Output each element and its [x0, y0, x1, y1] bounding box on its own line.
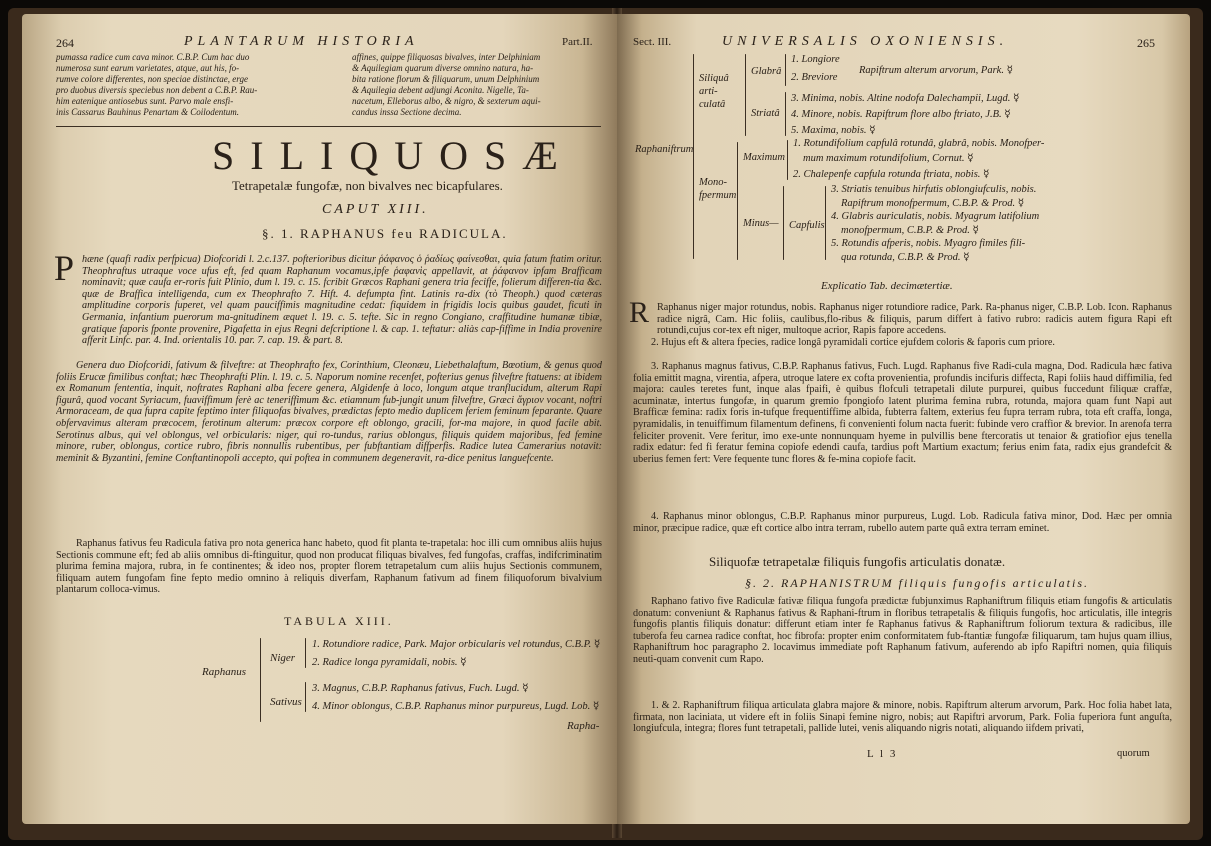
text-line: candus inssa Sectione decima.	[352, 107, 462, 117]
genera-paragraph: Genera duo Diofcoridi, fativum & filveftre: at Theophrafto fex, Corinthium, Cleonæu, Liebethalaftum, Bœotium, & genus quod foliis Erucæ fimilibus conftat; hæc Theophrafti Plin. l. 19. c. 5. Naporum nomine recenfet, pofterius genus filveftre ftatuens: at ibidem ex Romanum fententia, inquit, noftrates Raphani alba fecere genera, Algidenfe à loco, longum atque tranflucidum, alterum Rapi figurâ, quod vocant Syriacum, fuaviffimum ferè ac teneriffimum &c. etiamnum fub-jungit unum filveftre, Græci ἄγριον vocant, noftri Armoraceam, de qua fupra capite feptimo inter filiquofas bivalves, prædictas fepto medio duplicem feriem feminum feparante. Quare obfervavimus alteram præcocem, ferotinum alterum: præcox corpore eft oblongo, gracili, for-ma majore, in quod facile abit. Serotinus albus, qui vel oblongus, vel orbicularis: niger, qui ro-tundus, rarius oblongus, filiquis quidem majoribus, fed femine minore, ruber, oblongus, cortice rubro, fibris nonnullis rubentibus, per fubftantiam diffperfis. Radice lutea Camerarius notavit: meminit & Byzantini, femine Conftantinopoli accepto, qui poftea in communem degeneravit, ra-dice penitus languefcente.	[56, 360, 602, 464]
catchword: Rapha-	[567, 720, 600, 732]
divider	[56, 126, 601, 127]
page-number: 265	[1137, 36, 1155, 50]
intro-paragraph: hæne (quafi radix perfpicua) Diofcoridi l. 2.c.137. pofterioribus dicitur ῥάφανος ὁ ῥαδίως φαίνεσθαι, quia fatum ftatim oritur. Theophraftus utraque voce ufus eft, fed quam Raphanum vocamus,ipfe ῥαφανὶς appellavit, at ῥάφανον ipfam Braffìcam nominavit; quæ caufa er-roris fuit Plinio, dum l. 19. c. 15. fcribit Græcos Raphani genera tria feciffe, folierum differen-tia &c. quæ de Braffica intelligenda, cum ex Theophrafto 7. Hift. 4. defumpta fint. Latinis ra-dix (τὸ Theoph.) quod cæteras amplitudine corporis fuperet, vel quam pauciffimis magnitudine cedat: fiquidem in frigidis locis quibus gaudet, ficuti in Germania, infantium puerorum ma-gnitudinem æquet l. 19. c. 5. tefte. Sic in regno Congiano, craffitudine humanæ tibiæ, gratique faporis fponte provenire, Pigafetta in ejus Regni defcriptione l. & cap. 1. teftatur: aliàs cap-fiffime in India provenire afferit Linfc. par. 4. Ind. orientalis 10. par. 7. cap. 19. & part. 8.	[82, 254, 602, 347]
brace	[783, 186, 784, 260]
signature-mark: L l 3	[867, 748, 898, 760]
paragraph-2: 2. Hujus eft & altera fpecies, radice longâ pyramidali cortice ejufdem coloris & faporis cum priore.	[651, 337, 1055, 348]
tree-rapistrum: Rapiftrum alterum arvorum, Park. ☿	[859, 65, 1014, 76]
drop-cap: P	[54, 248, 75, 288]
tree-maxima: 5. Maxima, nobis. ☿	[791, 125, 876, 136]
tree-m1: 1. Rotundifolium capfulâ rotundâ, glabrâ, nobis. Monofper-	[793, 138, 1045, 149]
table-row: 1. Rotundiore radice, Park. Major orbicularis vel rotundus, C.B.P. ☿	[312, 639, 601, 650]
text-line: pro duobus diversis speciebus non debent a C.B.P. Rau-	[56, 85, 258, 95]
text-line: affines, quippe filiquosas bivalves, inter Delphiniam	[352, 52, 541, 62]
tree-m1: mum maximum rotundifolium, Cornut. ☿	[803, 153, 974, 164]
text-line: pumassa radice cum cava minor. C.B.P. Cum hac duo	[56, 52, 250, 62]
section-2-heading: §. 2. RAPHANISTRUM filiquis fungofis articulatis.	[745, 576, 1089, 590]
tree-breviore: 2. Breviore	[791, 72, 838, 83]
brace	[785, 92, 786, 136]
left-page	[22, 14, 617, 824]
tree-root: Raphaniftrum	[635, 144, 694, 155]
table-row: 3. Magnus, C.B.P. Raphanus fativus, Fuch. Lugd. ☿	[312, 683, 529, 694]
text-line: nacetum, Elleborus albo, & nigro, & sexterum aqui-	[352, 96, 541, 106]
paragraph-4: 4. Raphanus minor oblongus, C.B.P. Raphanus minor purpureus, Lugd. Lob. Radicula fativa minor, Dod. Hæc per omnia minor, præcipue radice, quæ eft cortice albo intra terram, rubello autem parte quâ extra terram eminet.	[633, 511, 1172, 534]
paragraph-6: 1. & 2. Raphaniftrum filiqua articulata glabra majore & minore, nobis. Rapiftrum alterum arvorum, Park. Hoc folia habet lata, firmata, non laciniata, ut videre eft in foliis Sinapi femine nigro, nobis; aut Rapiftri arvorum, Park. Folia fuperiora funt anguſta, longiufcula, integra; flores funt tetrapetali, pallide lutei, venis aliquando nigris notati, aliquando iifdem privati,	[633, 700, 1172, 735]
tree-minus: Minus—	[743, 218, 779, 229]
drop-cap: R	[629, 296, 650, 329]
tree-c5: qua rotunda, C.B.P. & Prod. ☿	[841, 252, 970, 263]
brace	[785, 54, 786, 86]
text-line: inis Cassarus Bauhinus Penartam & Coilodentum.	[56, 107, 240, 117]
heading-siliquosae: Siliquofæ tetrapetalæ filiquis fungofis articulatis donatæ.	[709, 554, 1006, 569]
tree-striata: Striatâ	[751, 108, 780, 119]
top-column-1	[56, 52, 296, 118]
part-label: Part.II.	[562, 36, 593, 48]
tabula-heading: TABULA XIII.	[284, 614, 394, 628]
running-head: UNIVERSALIS OXONIENSIS.	[722, 34, 1009, 49]
tree-m2: 2. Chalepenfe capfula rotunda ftriata, nobis. ☿	[793, 169, 990, 180]
table-row: 2. Radice longa pyramidali, nobis. ☿	[312, 657, 467, 668]
brace	[737, 142, 738, 260]
brace	[745, 54, 746, 136]
table-row: 4. Minor oblongus, C.B.P. Raphanus minor purpureus, Lugd. Lob. ☿	[312, 701, 600, 712]
running-head: PLANTARUM HISTORIA	[184, 34, 419, 49]
table-sativus: Sativus	[270, 696, 302, 708]
chapter-heading: CAPUT XIII.	[322, 202, 429, 217]
page-number: 264	[56, 36, 74, 50]
brace	[825, 186, 826, 260]
tree-longiore: 1. Longiore	[791, 54, 840, 65]
tree-capsulis: Capfulis	[789, 220, 825, 231]
tree-minore: 4. Minore, nobis. Rapiftrum flore albo ftriato, J.B. ☿	[791, 109, 1011, 120]
tree-minima: 3. Minima, nobis. Altine nodofa Dalechampii, Lugd. ☿	[791, 93, 1020, 104]
tree-c4: 4. Glabris auriculatis, nobis. Myagrum latifolium	[831, 211, 1040, 222]
right-page	[617, 14, 1190, 824]
tree-glabra: Glabrâ	[751, 66, 782, 77]
brace	[693, 54, 694, 259]
paragraph-5: Raphano fativo five Radiculæ fativæ filiqua fungofa prædictæ fubjunximus Raphaniftrum filiquis etiam fungofis & articulatis donatum: conveniunt & Raphanus fativus & Raphani-ftrum in floribus tetrapetalis & filiquis fungofis, hoc articulatis, ille integris fungofis plantis filiquis donatur: differunt etiam inter fe Raphanus fativus & Raphaniftrum foliorum textura & radicibus, ille tuberofa feu carnea radice conftat, hoc fibrofa: propter enim conformitatem fub-ftantiæ fungofæ filiquarum, tam hujus quam illius, Raphaniftrum hoc paragrapho 2. locavimus immediate poft Raphanum fativum, auferendo ab ipfo Rapiftri nomen, quia filiquis neuti-quam convenit cum Rapo.	[633, 596, 1172, 665]
brace	[305, 638, 306, 668]
tree-maximum: Maximum	[743, 152, 785, 163]
tree-monospermum: Mono-fpermum	[699, 177, 737, 201]
table-genus: Raphanus	[202, 666, 246, 678]
tree-c3: 3. Striatis tenuibus hirfutis oblongiufculis, nobis.	[831, 184, 1037, 195]
brace	[305, 682, 306, 712]
text-line: rumve colore differentes, non speciae distinctae, erge	[56, 74, 248, 84]
big-title: SILIQUOSÆ	[212, 133, 574, 178]
table-niger: Niger	[270, 652, 296, 664]
text-line: him eatenique antiosebus sunt. Parvo male ensfi-	[56, 96, 234, 106]
paragraph-1: Raphanus niger major rotundus, nobis. Raphanus niger rotundiore radice, Park. Ra-phanus niger, C.B.P. Lob. Icon. Raphanus radice nigrâ, Cam. Hic foliis, caulibus,flo-ribus & filiquis, parum differt à fativo rubro: radicis autem figura Rapi eft rotundi,cujus cor-tex eft niger, multoque acrior, Rapis fapore accedens.	[657, 302, 1172, 336]
top-column-2	[352, 52, 602, 118]
tree-c3: Rapiftrum monofpermum, C.B.P. & Prod. ☿	[841, 198, 1025, 209]
tree-c4: monofpermum, C.B.P. & Prod. ☿	[841, 225, 979, 236]
text-line: & Aquilegia debent adjungi Aconita. Nigelle, Ta-	[352, 85, 529, 95]
brace	[260, 638, 261, 722]
catchword: quorum	[1117, 748, 1150, 759]
sativus-paragraph: Raphanus fativus feu Radicula fativa pro nota generica hanc habeto, quod fit planta te-trapetala: hoc illi cum omnibus aliis hujus Sectionis commune eft; fed ab aliis omnibus di-ftinguitur, quod non producat filiquas bivalves, fed fungofas, craffas, indifcriminatim plurima femina majora, rubra, in fe continentes; & ideo nos, propter florem tetrapetalum cum aliis hujus Sectionis communem, filiquam autem fungofam fine fepto medio omnino à reliquis diverfam, Raphanum fativum ad finem filiquoforum bivalvium plantarum colloca-vimus.	[56, 538, 602, 596]
tree-siliqua: Siliquâ arti-culatâ	[699, 73, 729, 110]
explicatio-heading: Explicatio Tab. decimætertiæ.	[821, 280, 953, 292]
text-line: bita ratione florum & filiquarum, unum Delphinium	[352, 74, 540, 84]
section-label: Sect. III.	[633, 36, 672, 48]
text-line: numerosa sunt earum varietates, atque, aut his, fo-	[56, 63, 240, 73]
section-heading: §. 1. RAPHANUS feu RADICULA.	[262, 226, 508, 241]
text-line: & Aquilegiam quarum diverse omnino natura, ha-	[352, 63, 534, 73]
subtitle: Tetrapetalæ fungofæ, non bivalves nec bicapfulares.	[232, 178, 503, 193]
brace	[787, 140, 788, 180]
tree-c5: 5. Rotundis afperis, nobis. Myagro fimiles fili-	[831, 238, 1026, 249]
paragraph-3: 3. Raphanus magnus fativus, C.B.P. Raphanus fativus, Fuch. Lugd. Raphanus five Radi-cula magna, Dod. Radicula hæc fativa folia emittit magna, virentia, afpera, utroque latere ex cofta provenientia, profundis incifuris diffecta, Rapi foliis haud diffimilia, fed majora: caules teretes funt, inque alas fpaifi, è quibus flofculi tetrapetali dilute purpurei, quibus fuccedunt filiquæ craffæ, acuminatæ, intertus fungofæ, in quarum gremio fpongiofo latent plurima femina rubra, rotunda, majora quam funt Napi aut Braffìcæ femina: radix foris in-tufque frequentiffime albida, fubterra faltem, exterius feu fupra terram rubra, tota eft craffa, longa, pyramidalis, in tenuiffimum filamentum definens, fi convenienti folum nacta fuerit: fubinde vero craffior & brevior. In arenofa terra feliciter provenit. Vere feritur, imo exe-unte nonnunquam hyeme in pulvillis bene ftercoratis ut tenaior & gratiofior ejus tenella radix edatur: fed fi feratur femina copiofe edendi caufa, tardius poft Martium exactum; ferius enim fata, radix ejus grandefcit & uberius femen fert: Vere fequente tunc flores & fe-mina copiofe facit.	[633, 361, 1172, 465]
